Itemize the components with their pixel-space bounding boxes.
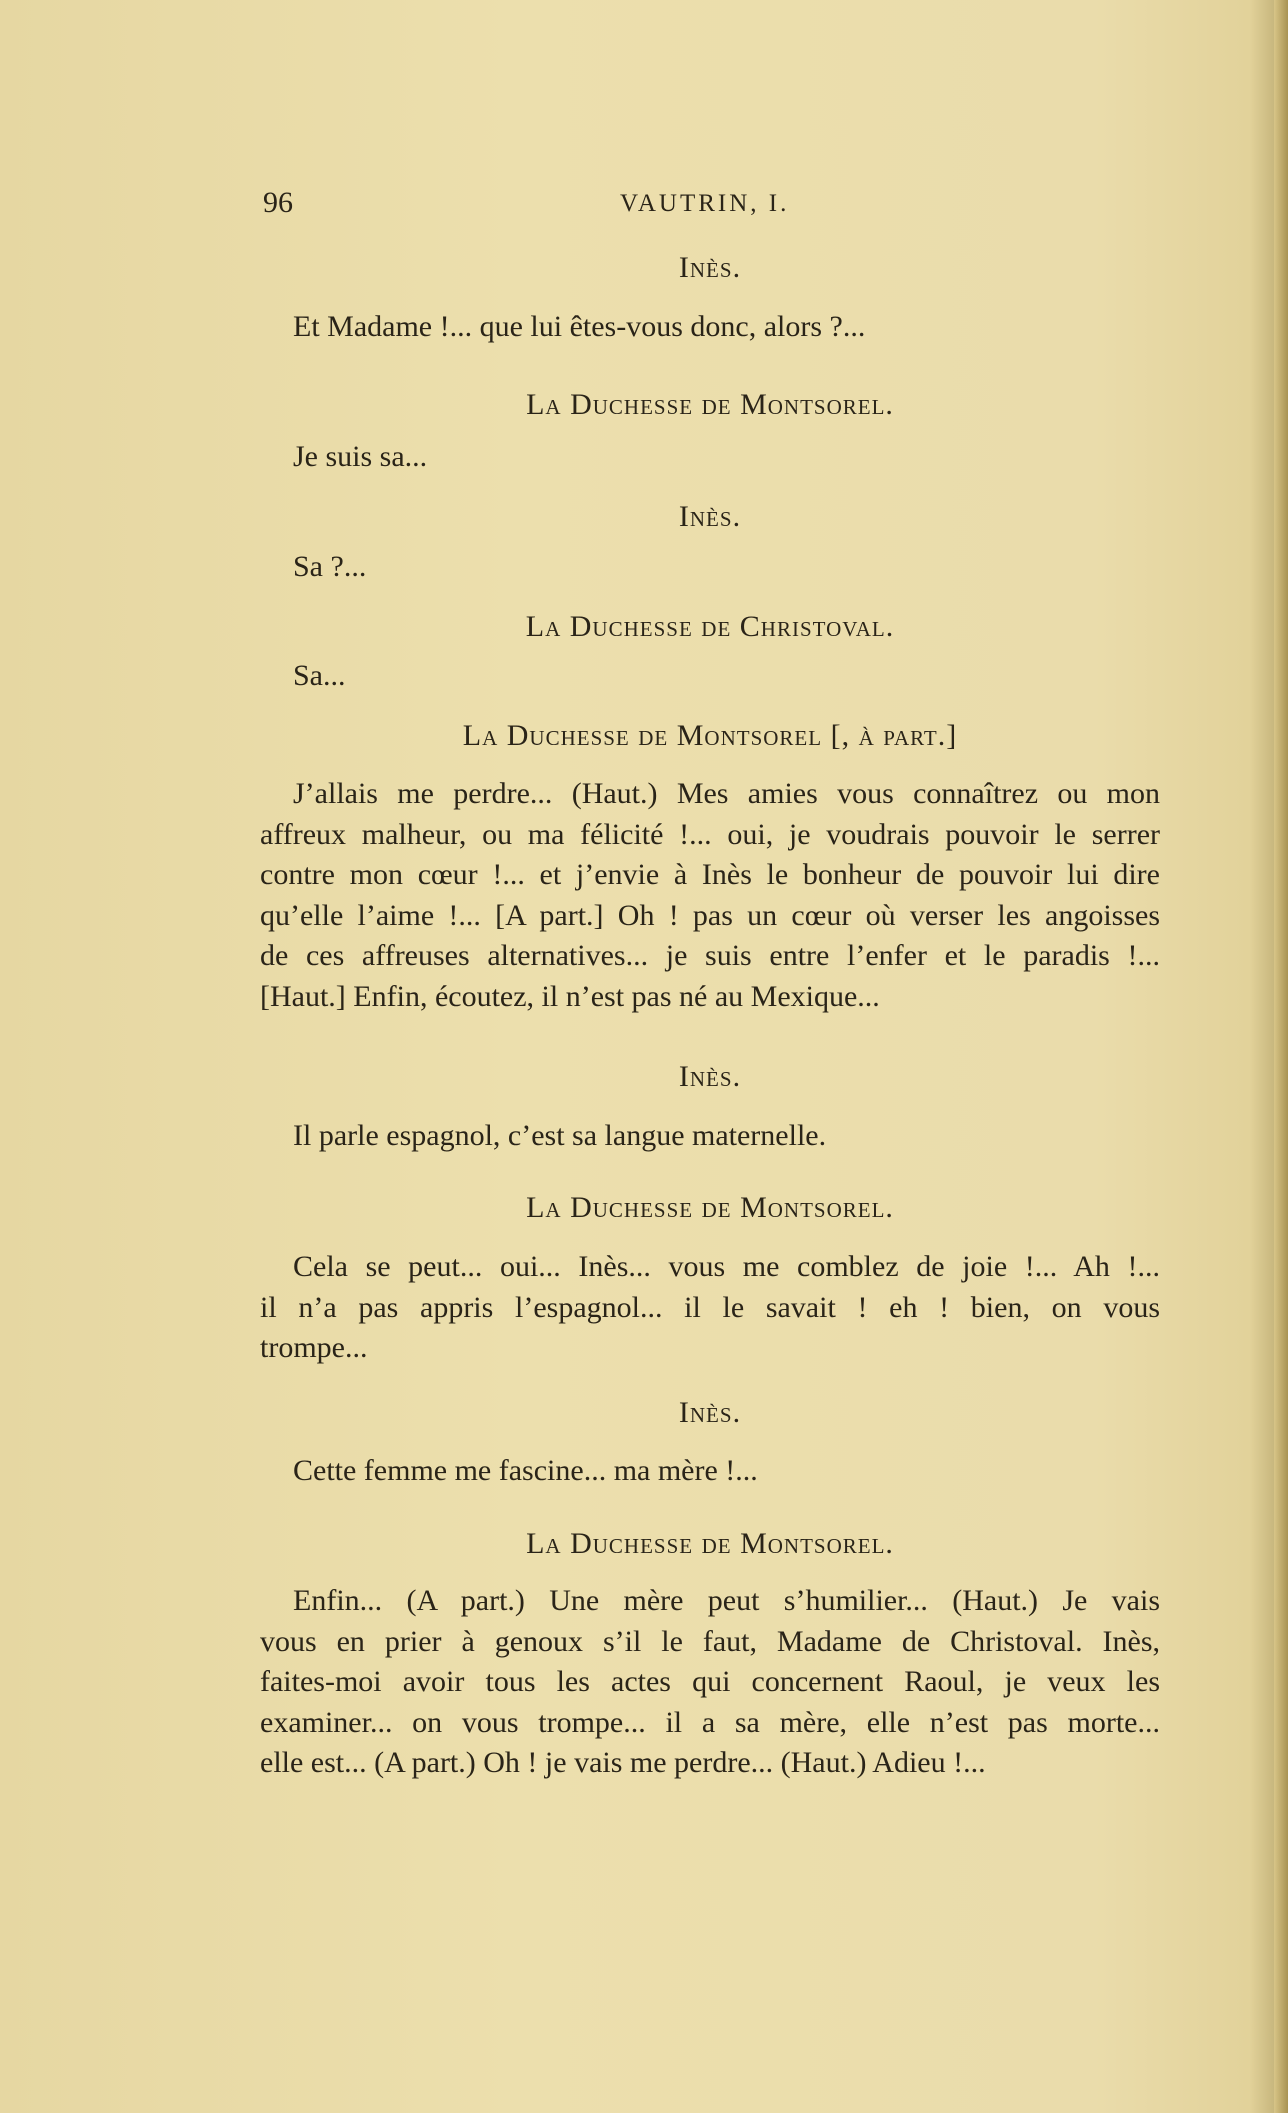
paragraph-line: affreux malheur, ou ma félicité !... oui, je voudrais pouvoir le serrer: [260, 817, 1160, 851]
dialogue-line: Et Madame !... que lui êtes-vous donc, alors ?...: [293, 310, 866, 343]
speaker-ines: Inès.: [678, 500, 742, 533]
paragraph-line: elle est... (A part.) Oh ! je vais me perdre... (Haut.) Adieu !...: [260, 1746, 986, 1779]
dialogue-line: Il parle espagnol, c’est sa langue maternelle.: [293, 1119, 827, 1152]
speaker-duchesse-montsorel: La Duchesse de Montsorel.: [526, 1191, 894, 1224]
speaker-ines: Inès.: [678, 1396, 742, 1429]
paragraph-line: qu’elle l’aime !... [A part.] Oh ! pas un cœur où verser les angoisses: [260, 898, 1160, 932]
paragraph-line: il n’a pas appris l’espagnol... il le savait ! eh ! bien, on vous: [260, 1290, 1160, 1324]
speaker-duchesse-christoval: La Duchesse de Christoval.: [525, 610, 895, 643]
paragraph-line: J’allais me perdre... (Haut.) Mes amies vous connaîtrez ou mon: [293, 777, 1160, 810]
running-title: VAUTRIN, I.: [620, 190, 790, 217]
speaker-duchesse-montsorel: La Duchesse de Montsorel.: [526, 388, 894, 421]
paragraph-line: de ces affreuses alternatives... je suis entre l’enfer et le paradis !...: [260, 939, 1160, 972]
paragraph-line: [Haut.] Enfin, écoutez, il n’est pas né au Mexique...: [260, 979, 880, 1013]
speaker-duchesse-montsorel-aside: La Duchesse de Montsorel [, à part.]: [462, 719, 958, 752]
paragraph-line: contre mon cœur !... et j’envie à Inès le bonheur de pouvoir lui dire: [260, 858, 1160, 891]
paragraph-line: Cela se peut... oui... Inès... vous me comblez de joie !... Ah !...: [293, 1250, 1160, 1283]
paragraph-line: trompe...: [260, 1331, 368, 1364]
paragraph-3: [260, 1581, 1160, 1784]
paragraph-1: [260, 774, 1160, 1017]
paragraph-line: vous en prier à genoux s’il le faut, Madame de Christoval. Inès,: [260, 1624, 1160, 1658]
paragraph-line: faites-moi avoir tous les actes qui concernent Raoul, je veux les: [260, 1665, 1160, 1698]
paragraph-line: Enfin... (A part.) Une mère peut s’humilier... (Haut.) Je vais: [293, 1584, 1160, 1617]
speaker-duchesse-montsorel: La Duchesse de Montsorel.: [526, 1527, 894, 1560]
page-edge: [1274, 0, 1288, 2113]
dialogue-line: Je suis sa...: [293, 440, 428, 473]
page-number: 96: [263, 186, 293, 219]
speaker-ines: Inès.: [678, 1060, 742, 1093]
speaker-ines: Inès.: [678, 251, 742, 284]
dialogue-line: Sa...: [293, 659, 346, 692]
dialogue-line: Cette femme me fascine... ma mère !...: [293, 1454, 758, 1487]
paragraph-2: [260, 1247, 1160, 1369]
paragraph-line: examiner... on vous trompe... il a sa mère, elle n’est pas morte...: [260, 1705, 1160, 1739]
dialogue-line: Sa ?...: [293, 550, 367, 583]
